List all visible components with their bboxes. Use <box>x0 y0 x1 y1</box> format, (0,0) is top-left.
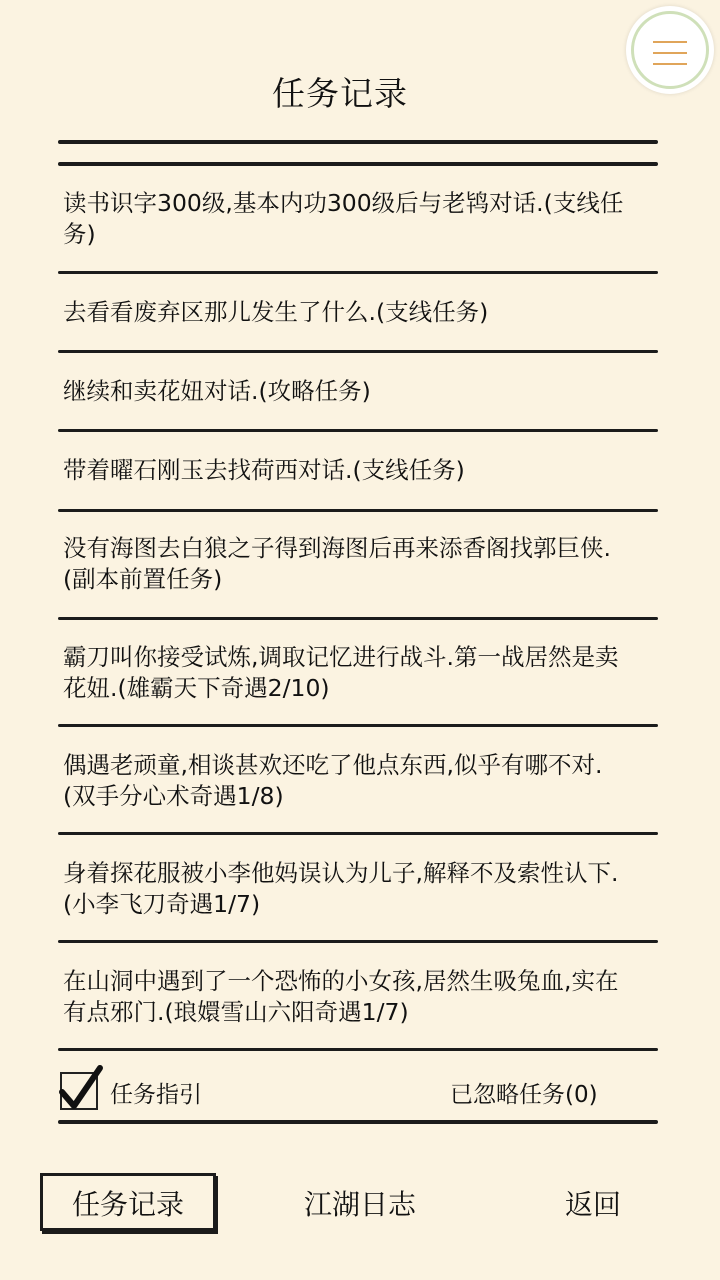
divider <box>58 724 658 727</box>
task-item[interactable]: 继续和卖花妞对话.(攻略任务) <box>63 377 371 405</box>
task-item[interactable]: 在山洞中遇到了一个恐怖的小女孩,居然生吸兔血,实在有点邪门.(琅嬛雪山六阳奇遇1/7) <box>63 967 619 1026</box>
checkmark-icon <box>56 1062 106 1114</box>
divider <box>58 1120 658 1124</box>
task-item[interactable]: 没有海图去白狼之子得到海图后再来添香阁找郭巨侠.(副本前置任务) <box>63 534 611 593</box>
task-item[interactable]: 读书识字300级,基本内功300级后与老鸨对话.(支线任务) <box>63 189 624 248</box>
menu-icon-bar <box>653 41 687 43</box>
task-guide-label[interactable]: 任务指引 <box>110 1082 202 1108</box>
back-button[interactable]: 返回 <box>564 1188 621 1221</box>
task-item[interactable]: 偶遇老顽童,相谈甚欢还吃了他点东西,似乎有哪不对.(双手分心术奇遇1/8) <box>63 751 603 810</box>
divider <box>58 162 658 166</box>
divider <box>58 832 658 835</box>
page-title: 任务记录 <box>272 74 408 113</box>
task-item[interactable]: 霸刀叫你接受试炼,调取记忆进行战斗.第一战居然是卖花妞.(雄霸天下奇遇2/10) <box>63 643 619 702</box>
task-guide-checkbox[interactable] <box>60 1072 98 1110</box>
ignored-tasks-button[interactable]: 已忽略任务(0) <box>450 1082 598 1108</box>
divider <box>58 617 658 620</box>
divider <box>58 429 658 432</box>
divider <box>58 1048 658 1051</box>
divider <box>58 350 658 353</box>
task-item[interactable]: 去看看废弃区那儿发生了什么.(支线任务) <box>63 298 489 326</box>
tab-jianghu-log[interactable]: 江湖日志 <box>303 1188 416 1221</box>
divider <box>58 271 658 274</box>
divider <box>58 140 658 144</box>
task-item[interactable]: 身着探花服被小李他妈误认为儿子,解释不及索性认下.(小李飞刀奇遇1/7) <box>63 859 619 918</box>
divider <box>58 940 658 943</box>
menu-icon-bar <box>653 63 687 65</box>
divider <box>58 509 658 512</box>
tab-task-record[interactable]: 任务记录 <box>71 1188 184 1221</box>
menu-icon-bar <box>653 52 687 54</box>
task-item[interactable]: 带着曜石刚玉去找荷西对话.(支线任务) <box>63 456 465 484</box>
